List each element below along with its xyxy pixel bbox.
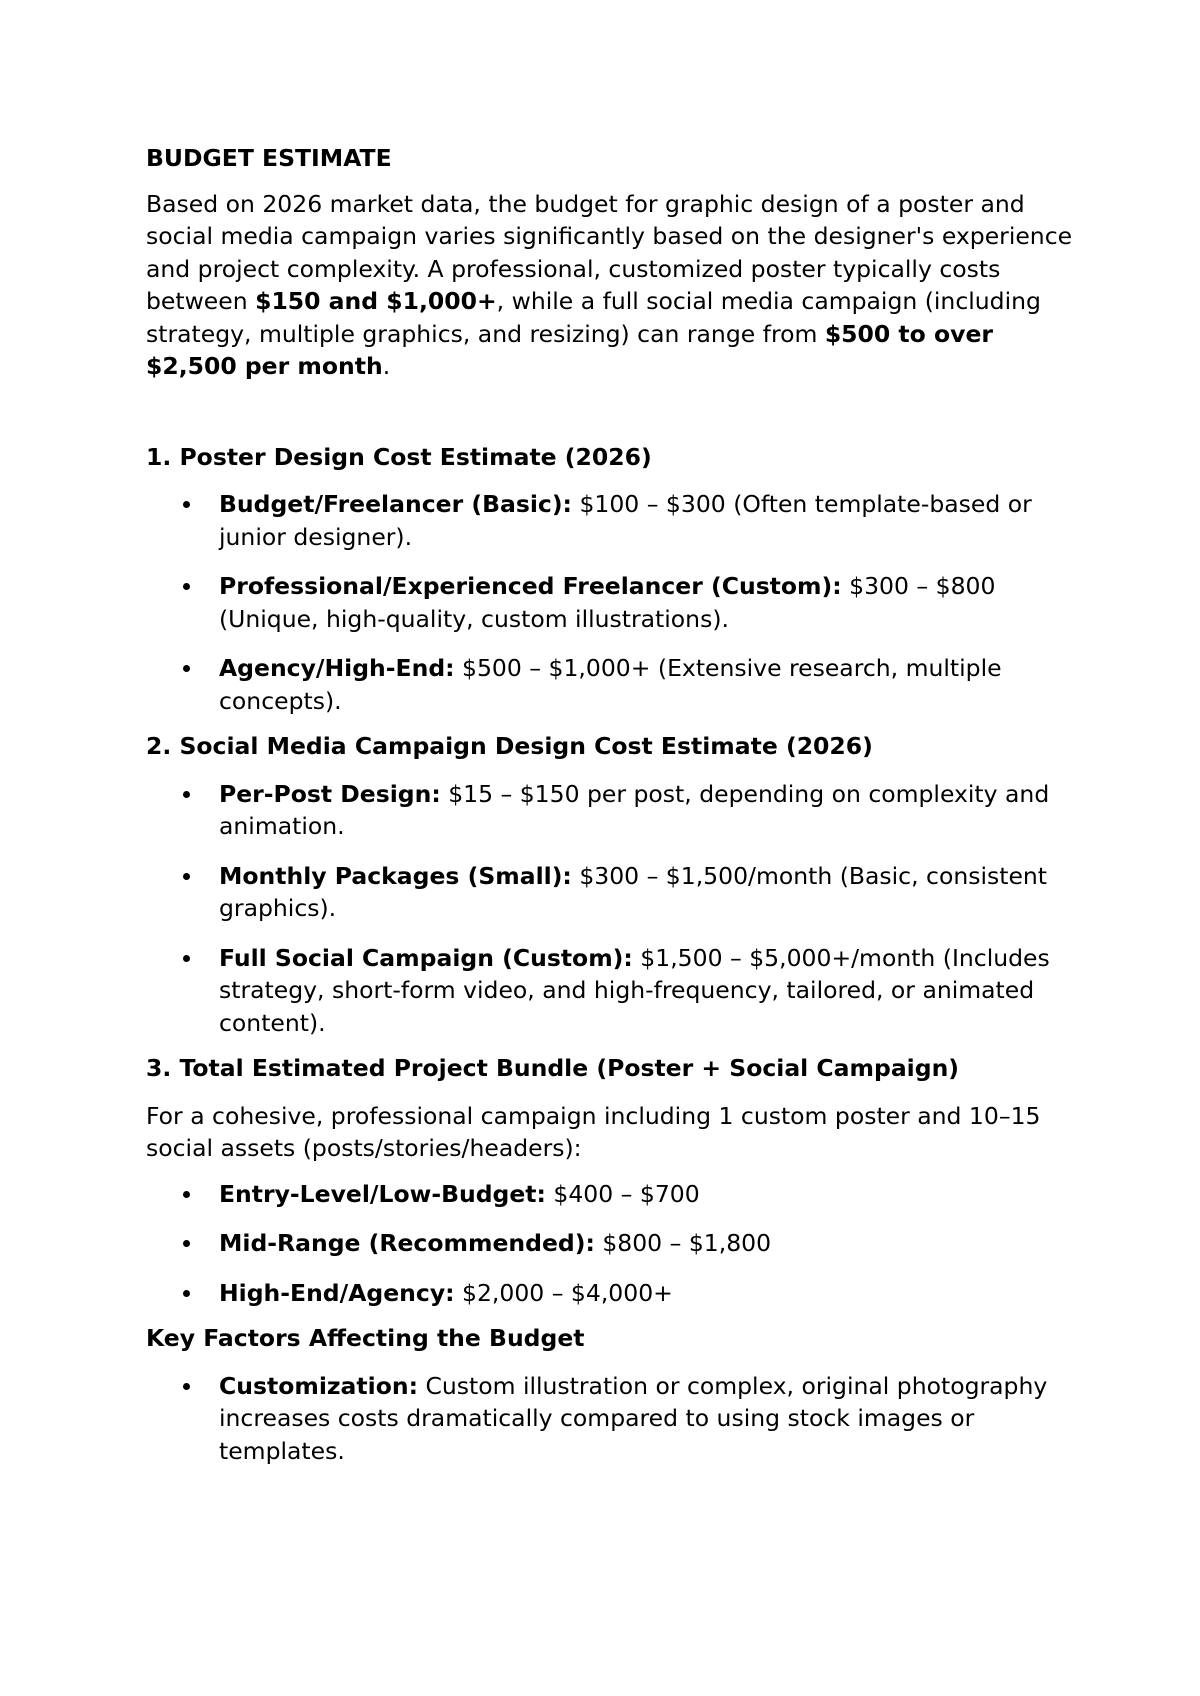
bullet-icon xyxy=(183,955,190,962)
bundle-cost-list xyxy=(146,1178,1076,1310)
item-label: Customization: xyxy=(219,1371,418,1400)
section-heading-bundle: 3. Total Estimated Project Bundle (Poster + Social Campaign) xyxy=(146,1054,960,1082)
list-item xyxy=(146,942,1076,1040)
item-text: Custom illustration or complex, original photography increases costs dramatically compared to using stock images or templates. xyxy=(219,1371,1048,1465)
bullet-icon xyxy=(183,583,190,590)
item-text: $15 – $150 per post, depending on complexity and animation. xyxy=(219,779,1050,840)
social-media-cost-list xyxy=(146,778,1076,1040)
document-title: BUDGET ESTIMATE xyxy=(146,144,392,172)
item-label: Per-Post Design: xyxy=(219,779,441,808)
intro-text-1: Based on 2026 market data, the budget for graphic design of a poster and social media campaign varies significantly based on the designer's experience and project complexity. A professional, customized poster typically costs between xyxy=(146,189,1073,315)
item-text: $300 – $800 (Unique, high-quality, custom illustrations). xyxy=(219,572,996,633)
bullet-icon xyxy=(183,1191,190,1198)
item-label: Entry-Level/Low-Budget: xyxy=(219,1179,546,1208)
intro-text-3: . xyxy=(382,352,391,380)
item-label: Mid-Range (Recommended): xyxy=(219,1229,595,1257)
list-item xyxy=(146,860,1076,925)
bullet-icon xyxy=(183,873,190,880)
intro-paragraph xyxy=(146,188,1076,383)
item-label: Budget/Freelancer (Basic): xyxy=(219,490,572,518)
bundle-intro: For a cohesive, professional campaign including 1 custom poster and 10–15 social assets (posts/stories/headers): xyxy=(146,1101,1041,1162)
list-item xyxy=(146,570,1076,635)
bullet-icon xyxy=(183,1383,190,1390)
item-label: Agency/High-End: xyxy=(219,654,455,682)
item-label: Professional/Experienced Freelancer (Custom): xyxy=(219,572,842,600)
item-label: Full Social Campaign (Custom): xyxy=(219,943,633,972)
item-label: High-End/Agency: xyxy=(219,1278,455,1307)
item-text: $400 – $700 xyxy=(545,1179,700,1208)
bullet-icon xyxy=(183,501,190,508)
list-item xyxy=(146,778,1076,843)
item-text: $100 – $300 (Often template-based or junior designer). xyxy=(219,490,1032,551)
list-item xyxy=(146,1277,1076,1310)
intro-text-2: , while a full social media campaign (including strategy, multiple graphics, and resizing) can range from xyxy=(146,287,1041,348)
item-text: $300 – $1,500/month (Basic, consistent graphics). xyxy=(219,861,1048,922)
document-page xyxy=(146,142,1076,1480)
list-item xyxy=(146,1227,1076,1260)
item-text: $800 – $1,800 xyxy=(594,1229,772,1257)
section-heading-poster: 1. Poster Design Cost Estimate (2026) xyxy=(146,442,652,471)
bullet-icon xyxy=(183,1240,190,1247)
section-heading-key-factors: Key Factors Affecting the Budget xyxy=(146,1324,585,1352)
intro-bold-campaign-range: $500 to over $2,500 per month xyxy=(146,319,993,380)
bullet-icon xyxy=(183,665,190,672)
item-text: $2,000 – $4,000+ xyxy=(454,1278,673,1307)
key-factors-list xyxy=(146,1370,1076,1468)
bullet-icon xyxy=(183,1290,190,1297)
list-item xyxy=(146,652,1076,717)
item-label: Monthly Packages (Small): xyxy=(219,861,572,890)
item-text: $1,500 – $5,000+/month (Includes strategy, short-form video, and high-frequency, tailored, or animated content). xyxy=(219,943,1050,1037)
intro-bold-poster-range: $150 and $1,000+ xyxy=(255,287,497,315)
list-item xyxy=(146,1178,1076,1211)
bullet-icon xyxy=(183,791,190,798)
poster-cost-list xyxy=(146,488,1076,717)
list-item xyxy=(146,1370,1076,1468)
item-text: $500 – $1,000+ (Extensive research, multiple concepts). xyxy=(219,654,1002,715)
section-heading-social-media: 2. Social Media Campaign Design Cost Estimate (2026) xyxy=(146,732,873,760)
list-item xyxy=(146,488,1076,553)
